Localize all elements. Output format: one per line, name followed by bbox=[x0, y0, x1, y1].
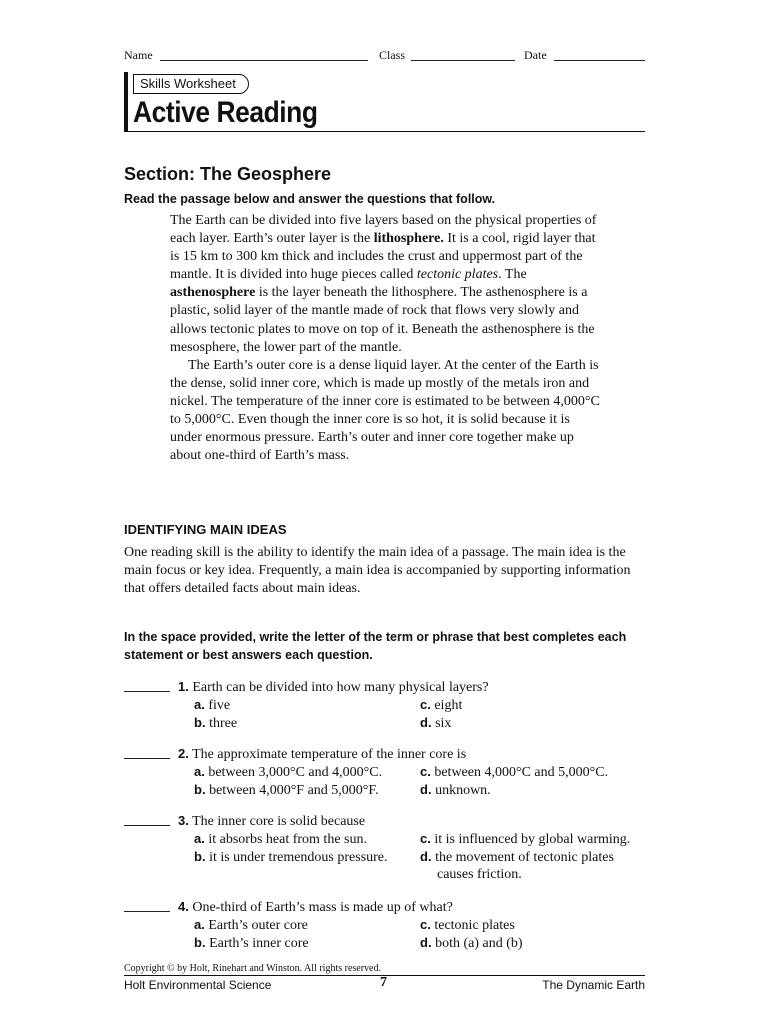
option-text: five bbox=[208, 698, 231, 713]
title-bar bbox=[124, 72, 128, 132]
option-b bbox=[194, 848, 388, 867]
option-text: tectonic plates bbox=[434, 918, 515, 933]
name-label: Name bbox=[124, 48, 153, 62]
main-ideas-heading: IDENTIFYING MAIN IDEAS bbox=[124, 522, 287, 537]
question-text: One-third of Earth’s mass is made up of what? bbox=[192, 900, 453, 915]
option-text: Earth’s outer core bbox=[208, 918, 308, 933]
option-letter: a. bbox=[194, 697, 205, 712]
option-text: Earth’s inner core bbox=[209, 936, 309, 951]
main-ideas-text: One reading skill is the ability to identify the main idea of a passage. The main idea is the main focus or key idea. Frequently, a main idea is accompanied by supporting information that offers detailed facts about main ideas. bbox=[124, 545, 631, 597]
answer-blank-1[interactable] bbox=[124, 691, 170, 692]
question-number: 2. bbox=[178, 746, 189, 761]
option-c bbox=[420, 916, 515, 935]
option-text: it is influenced by global warming. bbox=[434, 832, 631, 847]
option-letter: d. bbox=[420, 782, 432, 797]
question-instructions: In the space provided, write the letter of the term or phrase that best completes each statement or best answers each question. bbox=[124, 630, 627, 662]
option-letter: b. bbox=[194, 935, 206, 950]
option-text: unknown. bbox=[435, 783, 491, 798]
class-line bbox=[411, 60, 515, 61]
option-text: the movement of tectonic plates bbox=[435, 850, 614, 865]
passage-text: It is a cool, rigid layer that is 15 km to 300 km thick and includes the crust and uppermost part of the mantle. It is divided into huge pieces called bbox=[170, 231, 596, 283]
option-letter: b. bbox=[194, 715, 206, 730]
term-tectonic-plates: tectonic plates bbox=[416, 267, 499, 283]
footer-book-title: Holt Environmental Science bbox=[124, 978, 272, 992]
date-label: Date bbox=[524, 48, 547, 62]
option-text: eight bbox=[434, 698, 463, 713]
date-line bbox=[554, 60, 645, 61]
option-d-continued bbox=[437, 866, 522, 884]
option-text: between 4,000°C and 5,000°C. bbox=[434, 765, 609, 780]
option-letter: c. bbox=[420, 697, 431, 712]
option-text: causes friction. bbox=[437, 867, 522, 882]
class-field[interactable] bbox=[379, 48, 405, 63]
reading-passage bbox=[170, 212, 600, 465]
option-a bbox=[194, 763, 382, 782]
page-number: 7 bbox=[380, 975, 387, 990]
question-stem bbox=[178, 812, 365, 831]
option-b bbox=[194, 714, 237, 733]
header-fields bbox=[124, 48, 645, 66]
question-text: Earth can be divided into how many physical layers? bbox=[192, 680, 489, 695]
passage-text: is the layer beneath the lithosphere. The asthenosphere is a plastic, solid layer of the mantle made of rock that flows very slowly and allows tectonic plates to move on top of it. Beneath the asthenosphere is the mesosphere, the lower part of the mantle. bbox=[170, 285, 595, 355]
option-letter: c. bbox=[420, 917, 431, 932]
question-stem bbox=[178, 898, 453, 917]
reading-instructions: Read the passage below and answer the questions that follow. bbox=[124, 192, 496, 206]
question-text: The inner core is solid because bbox=[192, 814, 366, 829]
option-letter: d. bbox=[420, 715, 432, 730]
option-letter: d. bbox=[420, 935, 432, 950]
question-stem bbox=[178, 745, 466, 764]
option-text: between 4,000°F and 5,000°F. bbox=[209, 783, 379, 798]
term-lithosphere: lithosphere. bbox=[373, 231, 444, 247]
option-b bbox=[194, 934, 309, 953]
passage-text: . The bbox=[498, 267, 527, 283]
option-text: it is under tremendous pressure. bbox=[209, 850, 388, 865]
date-field[interactable] bbox=[524, 48, 547, 63]
option-letter: c. bbox=[420, 764, 431, 779]
name-field[interactable] bbox=[124, 48, 153, 63]
option-d bbox=[420, 848, 614, 867]
option-text: three bbox=[209, 716, 238, 731]
section-title: Section: The Geosphere bbox=[124, 164, 332, 184]
option-text: between 3,000°C and 4,000°C. bbox=[208, 765, 383, 780]
option-letter: b. bbox=[194, 782, 206, 797]
option-letter: c. bbox=[420, 831, 431, 846]
answer-blank-4[interactable] bbox=[124, 911, 170, 912]
option-a bbox=[194, 696, 230, 715]
answer-blank-2[interactable] bbox=[124, 758, 170, 759]
option-b bbox=[194, 781, 379, 800]
option-d bbox=[420, 781, 491, 800]
skills-tab: Skills Worksheet bbox=[133, 74, 249, 94]
question-number: 1. bbox=[178, 679, 189, 694]
option-d bbox=[420, 714, 451, 733]
question-number: 4. bbox=[178, 899, 189, 914]
option-a bbox=[194, 916, 308, 935]
question-stem bbox=[178, 678, 489, 697]
copyright-notice: Copyright © by Holt, Rinehart and Winston. All rights reserved. bbox=[124, 963, 381, 974]
page-title: Active Reading bbox=[133, 96, 318, 129]
option-d bbox=[420, 934, 523, 953]
question-text: The approximate temperature of the inner core is bbox=[192, 747, 467, 762]
title-rule bbox=[124, 131, 645, 132]
option-c bbox=[420, 696, 462, 715]
option-c bbox=[420, 830, 630, 849]
passage-text: The Earth can be divided into five layers based on the physical properties of each layer. Earth’s outer layer is the bbox=[170, 213, 597, 247]
option-letter: a. bbox=[194, 764, 205, 779]
option-text: six bbox=[435, 716, 452, 731]
passage-paragraph-1 bbox=[170, 212, 600, 357]
option-letter: a. bbox=[194, 831, 205, 846]
option-a bbox=[194, 830, 367, 849]
option-letter: a. bbox=[194, 917, 205, 932]
question-number: 3. bbox=[178, 813, 189, 828]
passage-paragraph-2: The Earth’s outer core is a dense liquid layer. At the center of the Earth is the dense, solid inner core, which is made up mostly of the metals iron and nickel. The temperature of the inner core is estimated to be between 4,000°C to 5,000°C. Even though the inner core is so hot, it is solid because it is under enormous pressure. Earth’s outer and inner core together make up about one-third of Earth’s mass. bbox=[170, 357, 600, 464]
term-asthenosphere: asthenosphere bbox=[170, 285, 256, 301]
name-line bbox=[160, 60, 368, 61]
option-c bbox=[420, 763, 608, 782]
option-letter: d. bbox=[420, 849, 432, 864]
option-letter: b. bbox=[194, 849, 206, 864]
class-label: Class bbox=[379, 48, 406, 62]
option-text: both (a) and (b) bbox=[435, 936, 523, 951]
answer-blank-3[interactable] bbox=[124, 825, 170, 826]
option-text: it absorbs heat from the sun. bbox=[208, 832, 367, 847]
footer-chapter-title: The Dynamic Earth bbox=[542, 978, 645, 992]
